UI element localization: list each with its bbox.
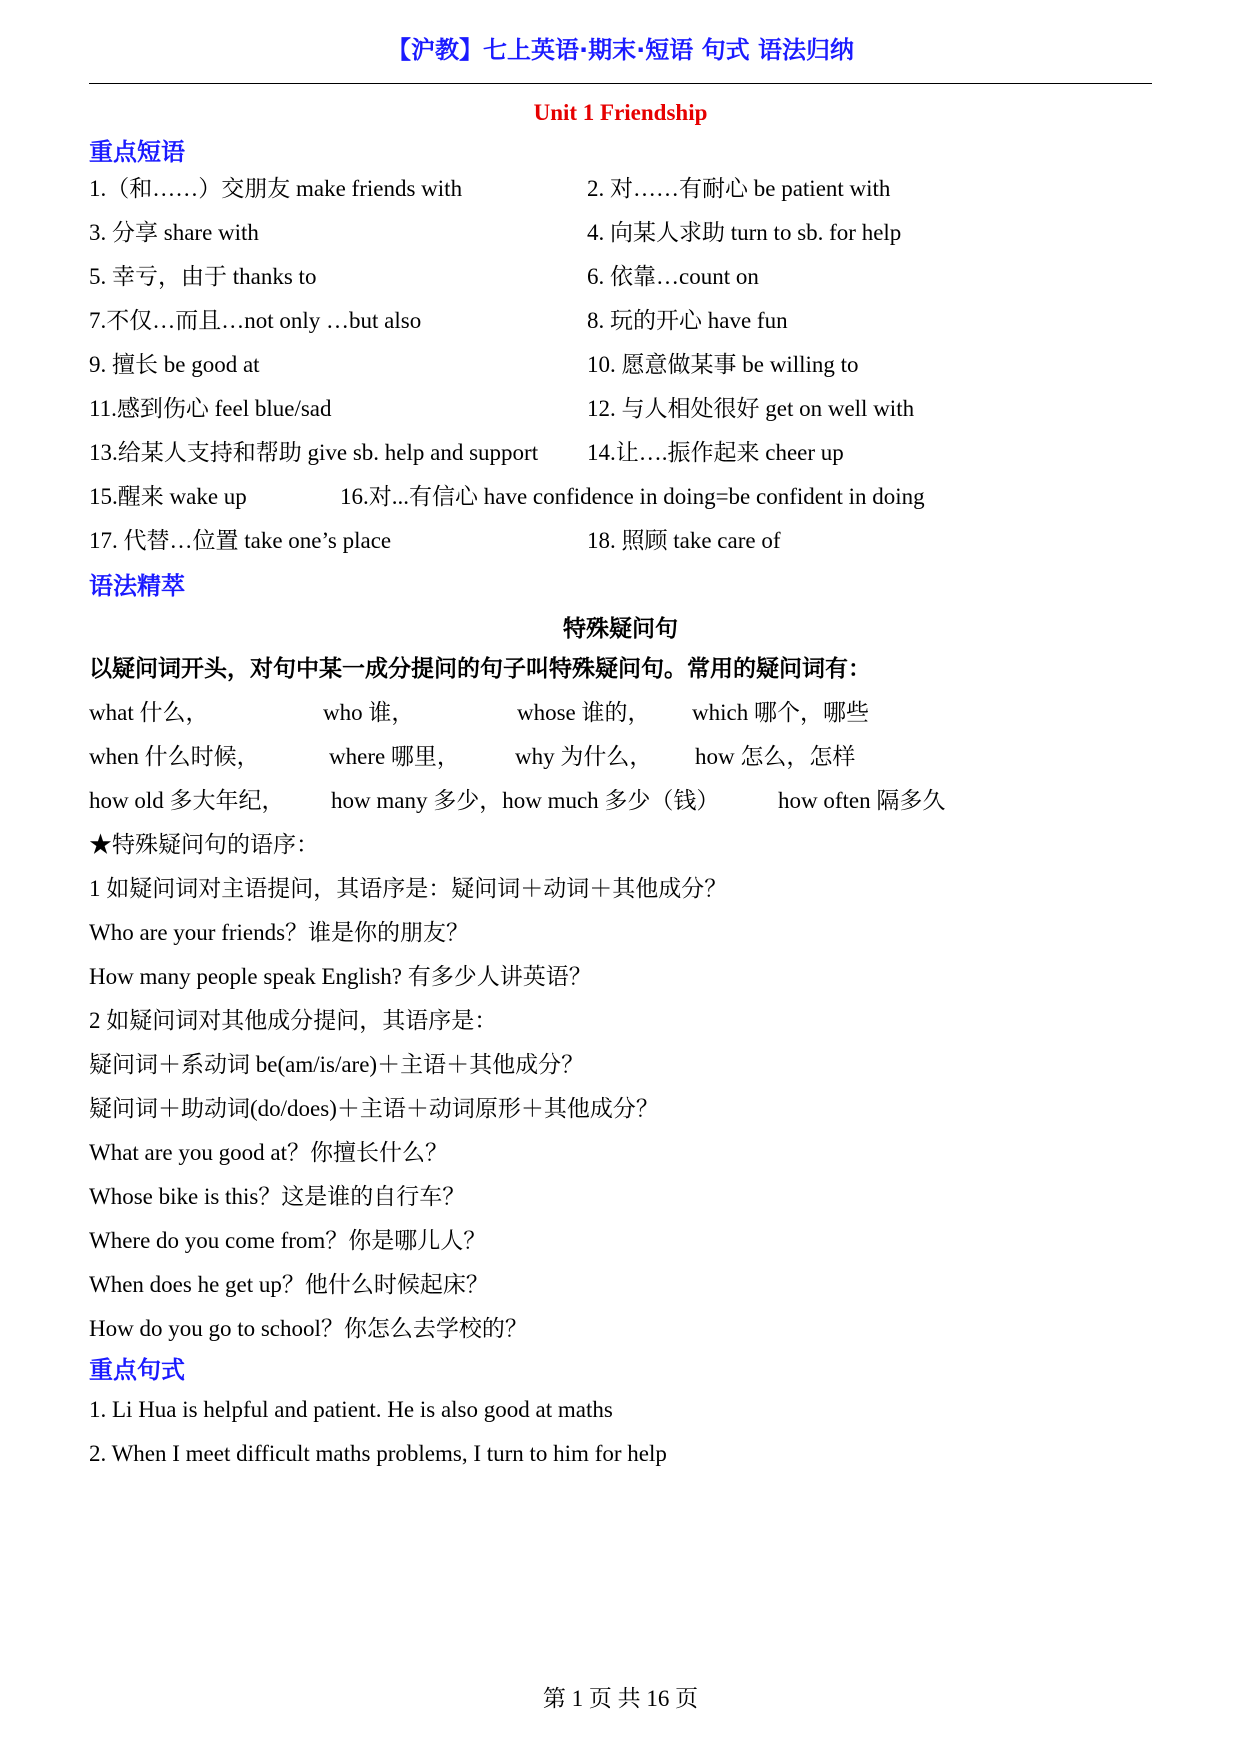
phrase-item: 5. 幸亏，由于 thanks to	[89, 264, 317, 289]
question-word: when 什么时候，	[89, 744, 260, 769]
question-word: how often 隔多久	[778, 788, 946, 813]
page-footer: 第 1 页 共 16 页	[542, 1686, 699, 1711]
grammar-line: 2 如疑问词对其他成分提问，其语序是：	[89, 1008, 498, 1033]
grammar-line: What are you good at？你擅长什么？	[89, 1140, 448, 1165]
grammar-title: 特殊疑问句	[563, 616, 678, 641]
question-word: how old 多大年纪，	[89, 788, 285, 813]
question-word: where 哪里，	[329, 744, 460, 769]
phrase-item: 1.（和……）交朋友 make friends with	[89, 176, 463, 201]
grammar-line: 疑问词＋助动词(do/does)＋主语＋动词原形＋其他成分？	[89, 1096, 659, 1121]
phrase-item: 16.对...有信心 have confidence in doing=be confident in doing	[340, 484, 925, 509]
question-word: which 哪个，哪些	[692, 700, 869, 725]
phrase-item: 3. 分享 share with	[89, 220, 259, 245]
header-rule	[89, 83, 1152, 84]
section-grammar-heading: 语法精萃	[89, 572, 185, 600]
phrase-item: 6. 依靠…count on	[587, 264, 759, 289]
phrase-item: 9. 擅长 be good at	[89, 352, 260, 377]
phrase-item: 7.不仅…而且…not only …but also	[89, 308, 422, 333]
question-word: whose 谁的，	[517, 700, 651, 725]
question-word: how 怎么，怎样	[695, 744, 856, 769]
section-phrases-heading: 重点短语	[89, 138, 185, 166]
grammar-line: How many people speak English? 有多少人讲英语？	[89, 964, 592, 989]
grammar-line: Who are your friends？谁是你的朋友？	[89, 920, 470, 945]
question-word: who 谁，	[323, 700, 415, 725]
phrase-item: 18. 照顾 take care of	[587, 528, 781, 553]
section-sentences-heading: 重点句式	[89, 1356, 185, 1384]
grammar-line: 疑问词＋系动词 be(am/is/are)＋主语＋其他成分？	[89, 1052, 585, 1077]
phrase-item: 14.让….振作起来 cheer up	[587, 440, 844, 465]
phrase-item: 17. 代替…位置 take one’s place	[89, 528, 392, 553]
phrase-item: 13.给某人支持和帮助 give sb. help and support	[89, 440, 539, 465]
phrase-item: 11.感到伤心 feel blue/sad	[89, 396, 332, 421]
grammar-line: 1 如疑问词对主语提问，其语序是：疑问词＋动词＋其他成分？	[89, 876, 728, 901]
grammar-intro: 以疑问词开头，对句中某一成分提问的句子叫特殊疑问句。常用的疑问词有：	[89, 656, 871, 681]
question-word: how many 多少，how much 多少（钱）	[331, 788, 720, 813]
grammar-line: Where do you come from？你是哪儿人？	[89, 1228, 487, 1253]
phrase-item: 10. 愿意做某事 be willing to	[587, 352, 859, 377]
question-word: what 什么，	[89, 700, 209, 725]
phrase-item: 4. 向某人求助 turn to sb. for help	[587, 220, 902, 245]
question-word: why 为什么，	[515, 744, 653, 769]
phrase-item: 12. 与人相处很好 get on well with	[587, 396, 915, 421]
grammar-line: Whose bike is this？这是谁的自行车？	[89, 1184, 466, 1209]
unit-title: Unit 1 Friendship	[533, 100, 708, 125]
grammar-line: How do you go to school？你怎么去学校的？	[89, 1316, 528, 1341]
grammar-line: When does he get up？他什么时候起床？	[89, 1272, 489, 1297]
key-sentence: 1. Li Hua is helpful and patient. He is also good at maths	[89, 1397, 613, 1422]
word-order-title: ★特殊疑问句的语序：	[89, 832, 319, 857]
phrase-item: 8. 玩的开心 have fun	[587, 308, 788, 333]
key-sentence: 2. When I meet difficult maths problems, I turn to him for help	[89, 1441, 667, 1466]
phrase-item: 15.醒来 wake up	[89, 484, 247, 509]
phrase-item: 2. 对……有耐心 be patient with	[587, 176, 891, 201]
document-header: 【沪教】七上英语·期末·短语 句式 语法归纳	[387, 36, 854, 64]
